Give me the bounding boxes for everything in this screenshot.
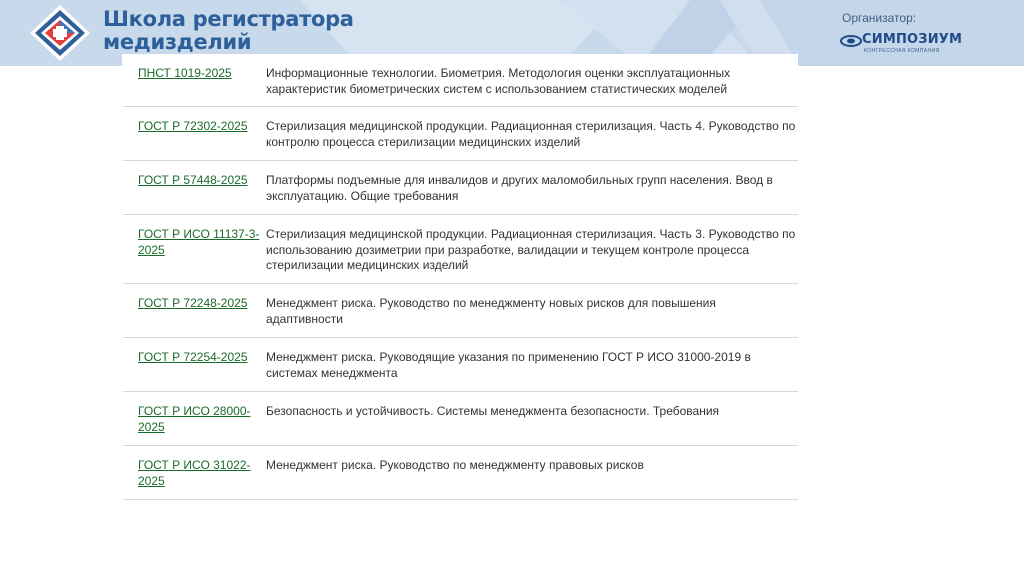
table-row	[123, 54, 798, 107]
standard-description: Стерилизация медицинской продукции. Радиационная стерилизация. Часть 3. Руководство по использованию дозиметрии при разработке, валидации и текущем контроле процесса стерилизации медицинских изделий	[266, 215, 798, 284]
standard-code-link[interactable]: ГОСТ Р ИСО 28000-2025	[138, 404, 251, 434]
standard-code-cell	[123, 392, 266, 446]
standard-code-link[interactable]: ГОСТ Р ИСО 11137-3-2025	[138, 227, 260, 257]
standard-code-link[interactable]: ГОСТ Р 72248-2025	[138, 296, 248, 310]
standard-code-cell	[123, 284, 266, 338]
standard-code-cell	[123, 107, 266, 161]
standard-code-link[interactable]: ПНСТ 1019-2025	[138, 66, 232, 80]
standard-description: Платформы подъемные для инвалидов и других маломобильных групп населения. Ввод в эксплуатацию. Общие требования	[266, 161, 798, 215]
standard-description: Менеджмент риска. Руководство по менеджменту новых рисков для повышения адаптивности	[266, 284, 798, 338]
table-row	[123, 107, 798, 161]
school-logo-icon	[28, 4, 92, 62]
school-title	[103, 8, 354, 54]
table-row	[123, 338, 798, 392]
school-title-line2: медизделий	[103, 30, 252, 54]
table-row	[123, 284, 798, 338]
standard-description: Менеджмент риска. Руководство по менеджменту правовых рисков	[266, 446, 798, 500]
organizer-label: Организатор:	[842, 11, 917, 25]
standards-table	[123, 54, 798, 500]
school-title-line1: Школа регистратора	[103, 7, 354, 31]
table-row	[123, 161, 798, 215]
standard-code-link[interactable]: ГОСТ Р 57448-2025	[138, 173, 248, 187]
sponsor-mark-icon	[840, 34, 862, 48]
standard-code-link[interactable]: ГОСТ Р 72254-2025	[138, 350, 248, 364]
table-row	[123, 446, 798, 500]
table-row	[123, 392, 798, 446]
table-row	[123, 215, 798, 284]
standard-description: Информационные технологии. Биометрия. Методология оценки эксплуатационных характеристик биометрических систем с использованием статистических моделей	[266, 54, 798, 107]
sponsor-subtitle: КОНГРЕССНАЯ КОМПАНИЯ	[864, 48, 940, 54]
standard-code-cell	[123, 215, 266, 284]
standard-code-cell	[123, 54, 266, 107]
sponsor-logo	[840, 32, 972, 56]
standard-code-cell	[123, 161, 266, 215]
standard-code-link[interactable]: ГОСТ Р ИСО 31022-2025	[138, 458, 251, 488]
standard-code-link[interactable]: ГОСТ Р 72302-2025	[138, 119, 248, 133]
standard-code-cell	[123, 338, 266, 392]
standard-description: Менеджмент риска. Руководящие указания по применению ГОСТ Р ИСО 31000-2019 в системах менеджмента	[266, 338, 798, 392]
standard-code-cell	[123, 446, 266, 500]
standard-description: Стерилизация медицинской продукции. Радиационная стерилизация. Часть 4. Руководство по контролю процесса стерилизации медицинских изделий	[266, 107, 798, 161]
sponsor-name: СИМПОЗИУМ	[862, 32, 963, 47]
standard-description: Безопасность и устойчивость. Системы менеджмента безопасности. Требования	[266, 392, 798, 446]
